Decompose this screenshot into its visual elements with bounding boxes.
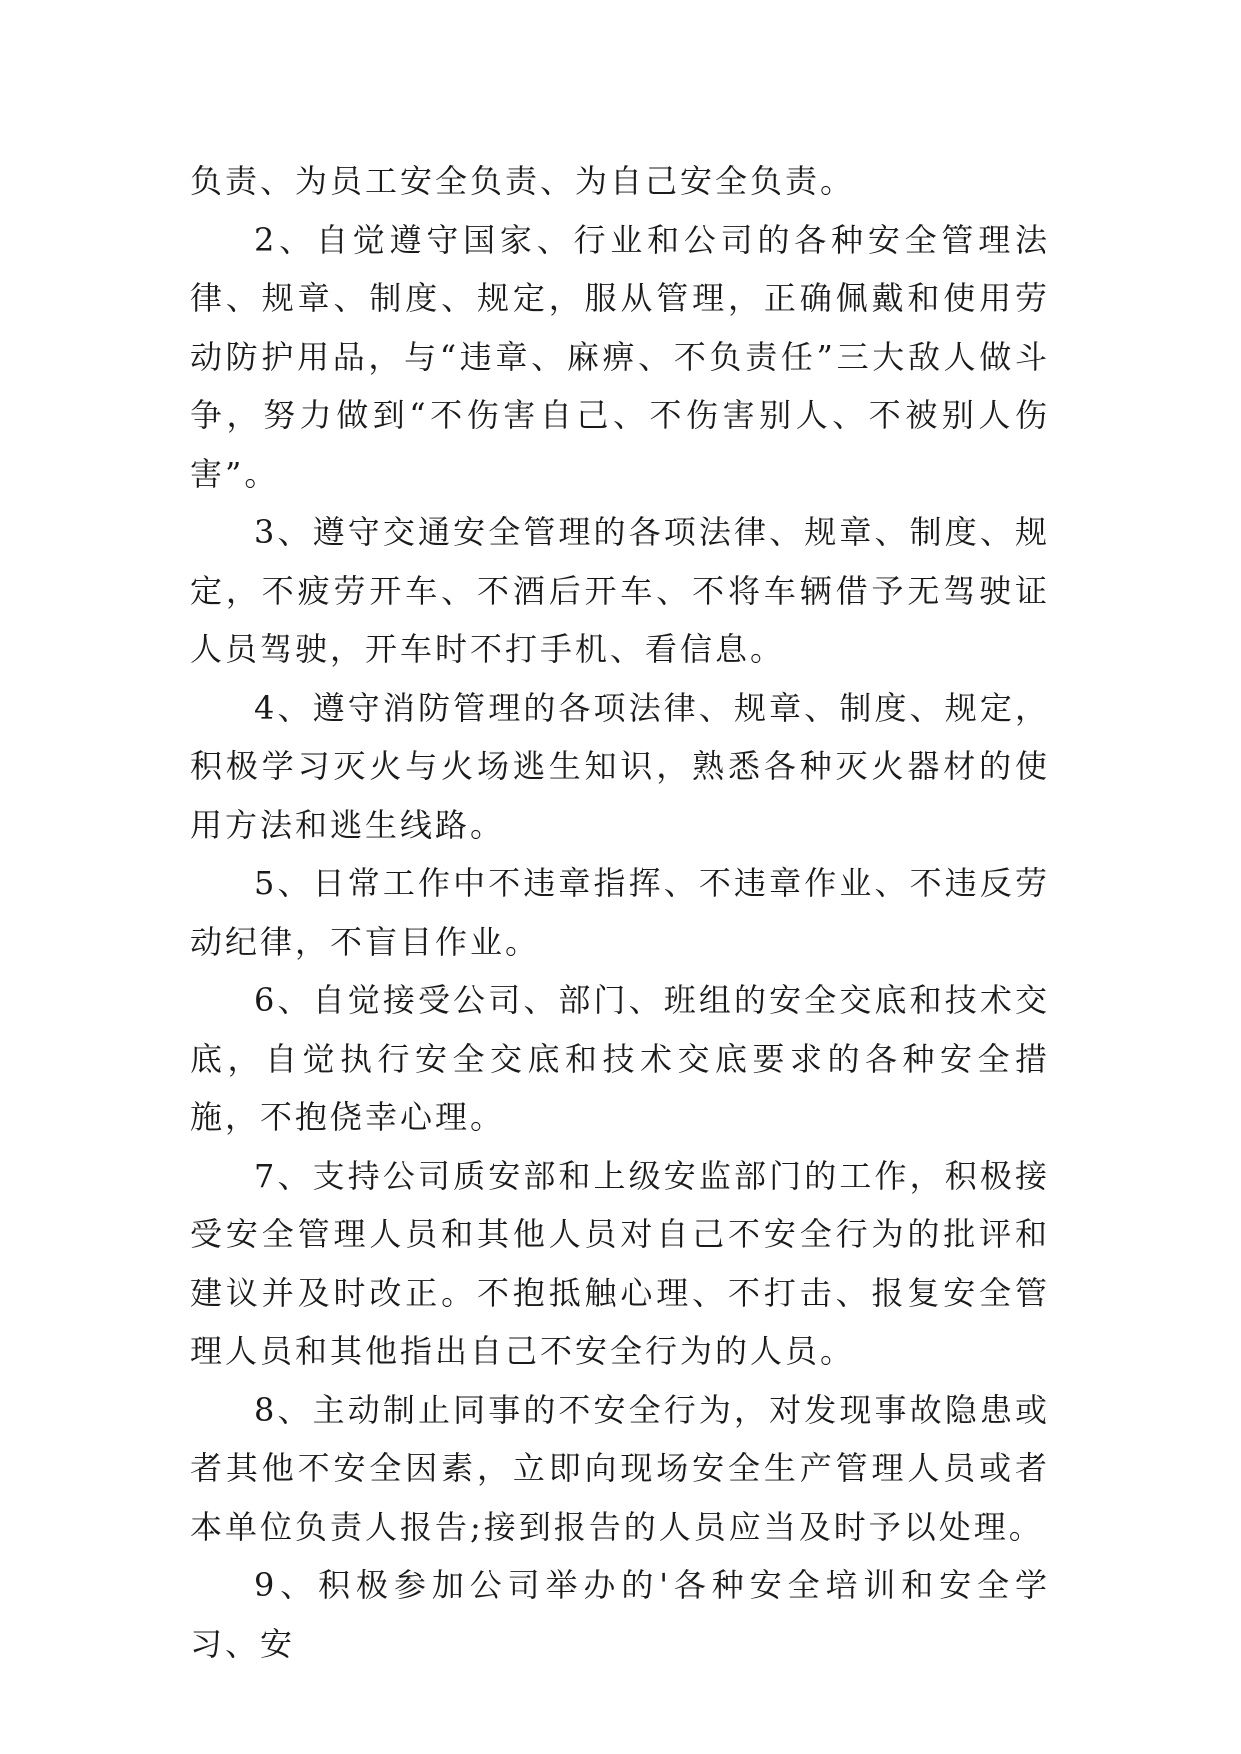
paragraph-continuation: 负责、为员工安全负责、为自己安全负责。	[190, 162, 856, 200]
paragraph-item-2: 2、自觉遵守国家、行业和公司的各种安全管理法律、规章、制度、规定，服从管理，正确佩戴和使用劳动防护用品，与“违章、麻痹、不负责任”三大敌人做斗争，努力做到“不伤害自己、不伤害别人、不被别人伤害”。	[190, 220, 1050, 493]
paragraph-item-6: 6、自觉接受公司、部门、班组的安全交底和技术交底，自觉执行安全交底和技术交底要求的各种安全措施，不抱侥幸心理。	[190, 981, 1050, 1136]
paragraph-item-7: 7、支持公司质安部和上级安监部门的工作，积极接受安全管理人员和其他人员对自己不安全行为的批评和建议并及时改正。不抱抵触心理、不打击、报复安全管理人员和其他指出自己不安全行为的人员。	[190, 1156, 1050, 1370]
paragraph-item-9: 9、积极参加公司举办的'各种安全培训和安全学习、安	[190, 1566, 1050, 1663]
paragraph-item-3: 3、遵守交通安全管理的各项法律、规章、制度、规定，不疲劳开车、不酒后开车、不将车辆借予无驾驶证人员驾驶，开车时不打手机、看信息。	[190, 513, 1050, 668]
document-body	[190, 152, 1050, 1673]
paragraph-item-4: 4、遵守消防管理的各项法律、规章、制度、规定，积极学习灭火与火场逃生知识，熟悉各种灭火器材的使用方法和逃生线路。	[190, 688, 1050, 844]
paragraph-item-8: 8、主动制止同事的不安全行为，对发现事故隐患或者其他不安全因素，立即向现场安全生产管理人员或者本单位负责人报告;接到报告的人员应当及时予以处理。	[190, 1390, 1050, 1546]
paragraph-item-5: 5、日常工作中不违章指挥、不违章作业、不违反劳动纪律，不盲目作业。	[190, 864, 1050, 961]
